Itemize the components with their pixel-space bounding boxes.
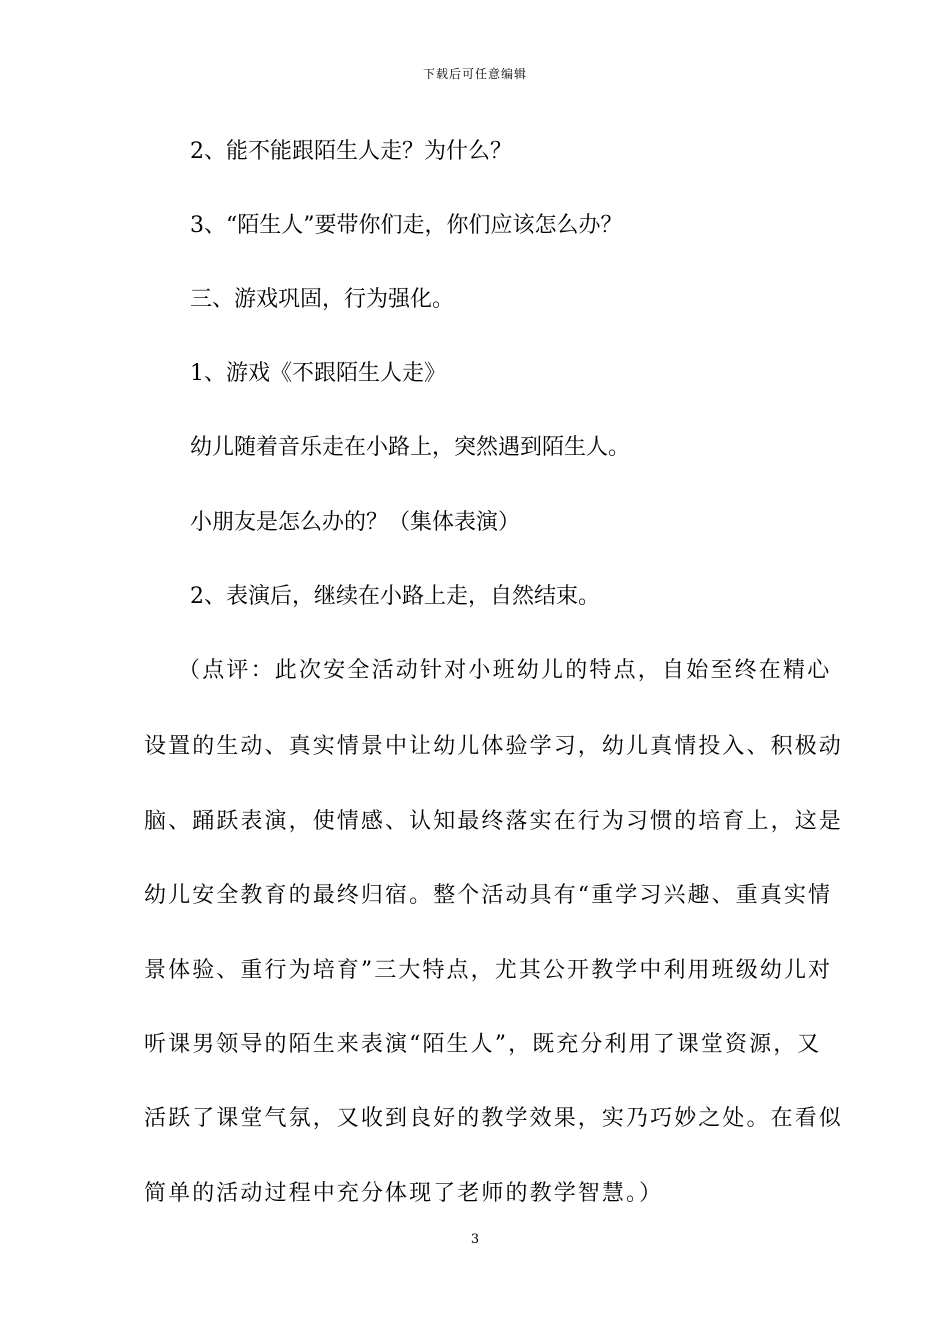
body-line: 2、表演后，继续在小路上走，自然结束。	[190, 584, 600, 609]
comment-line: 幼儿安全教育的最终归宿。整个活动具有“重学习兴趣、重真实情	[144, 883, 833, 908]
comment-line: 景体验、重行为培育”三大特点，尤其公开教学中利用班级幼儿对	[144, 958, 833, 983]
comment-line: （点评：此次安全活动针对小班幼儿的特点，自始至终在精心	[178, 658, 832, 683]
body-line: 幼儿随着音乐走在小路上，突然遇到陌生人。	[190, 435, 631, 460]
comment-line: 活跃了课堂气氛，又收到良好的教学效果，实乃巧妙之处。在看似	[144, 1106, 843, 1131]
body-line: 1、游戏《不跟陌生人走》	[190, 361, 446, 386]
comment-line: 听课男领导的陌生来表演“陌生人”，既充分利用了课堂资源，又	[144, 1032, 822, 1057]
body-line: 2、能不能跟陌生人走？为什么？	[190, 139, 512, 164]
section-heading: 三、游戏巩固，行为强化。	[190, 287, 455, 312]
comment-line: 设置的生动、真实情景中让幼儿体验学习，幼儿真情投入、积极动	[144, 734, 843, 759]
comment-line: 简单的活动过程中充分体现了老师的教学智慧。）	[144, 1181, 664, 1206]
body-line: 小朋友是怎么办的？（集体表演）	[190, 510, 521, 535]
page-number: 3	[470, 1232, 480, 1247]
page-header: 下载后可任意编辑	[422, 67, 527, 81]
body-line: 3、“陌生人”要带你们走，你们应该怎么办？	[190, 213, 623, 238]
comment-line: 脑、踊跃表演，使情感、认知最终落实在行为习惯的培育上，这是	[144, 809, 843, 834]
